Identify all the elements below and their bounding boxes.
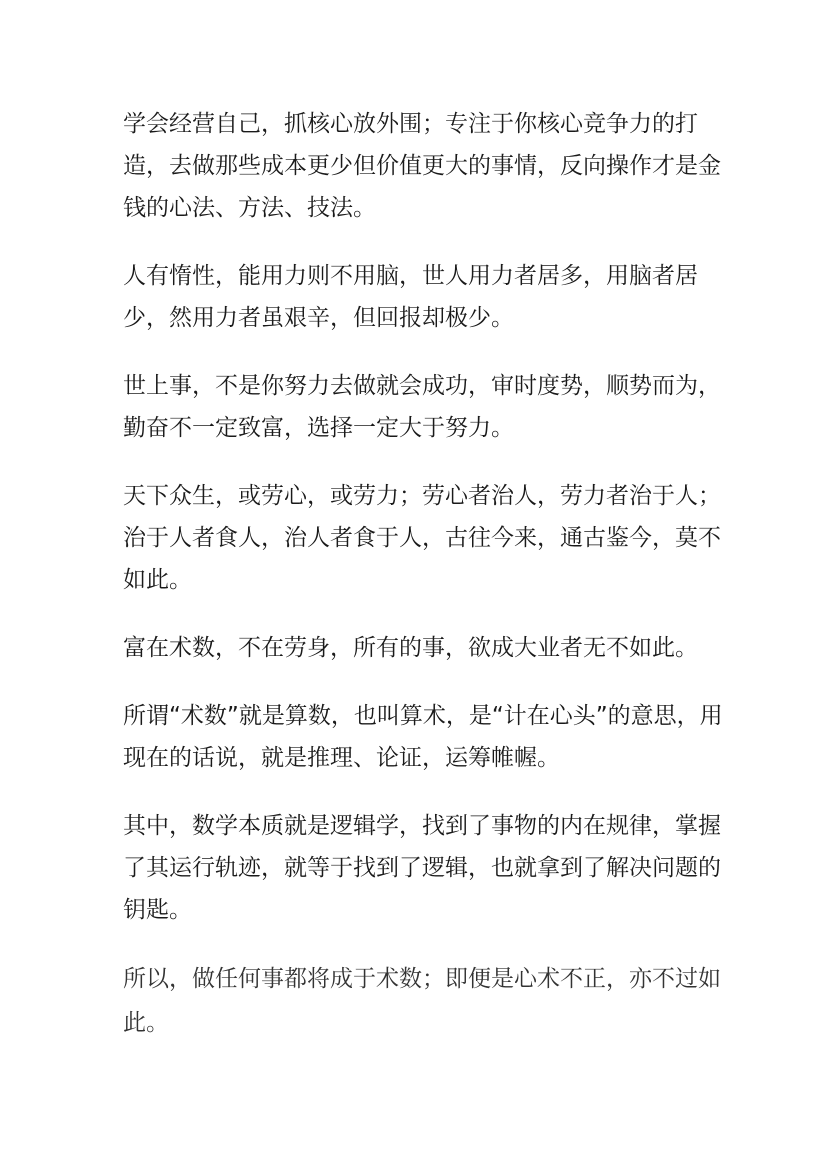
paragraph-2: 人有惰性，能用力则不用脑，世人用力者居多，用脑者居少，然用力者虽艰辛，但回报却极少。 [123, 263, 698, 331]
paragraph-3: 世上事，不是你努力去做就会成功，审时度势，顺势而为，勤奋不一定致富，选择一定大于努力。 [123, 373, 721, 441]
document-body [123, 103, 723, 1071]
paragraph-8: 所以，做任何事都将成于术数；即便是心术不正，亦不过如此。 [123, 966, 721, 1036]
paragraph-5: 富在术数，不在劳身，所有的事，欲成大业者无不如此。 [123, 635, 698, 661]
paragraph-1: 学会经营自己，抓核心放外围；专注于你核心竞争力的打造，去做那些成本更少但价值更大的事情，反向操作才是金钱的心法、方法、技法。 [123, 111, 721, 221]
paragraph-7: 其中，数学本质就是逻辑学，找到了事物的内在规律，掌握了其运行轨迹，就等于找到了逻辑，也就拿到了解决问题的钥匙。 [123, 813, 721, 923]
paragraph-6: 所谓“术数”就是算数，也叫算术，是“计在心头”的意思，用现在的话说，就是推理、论证，运筹帷幄。 [123, 703, 723, 771]
paragraph-4: 天下众生，或劳心，或劳力；劳心者治人，劳力者治于人；治于人者食人，治人者食于人，古往今来，通古鉴今，莫不如此。 [123, 483, 721, 593]
